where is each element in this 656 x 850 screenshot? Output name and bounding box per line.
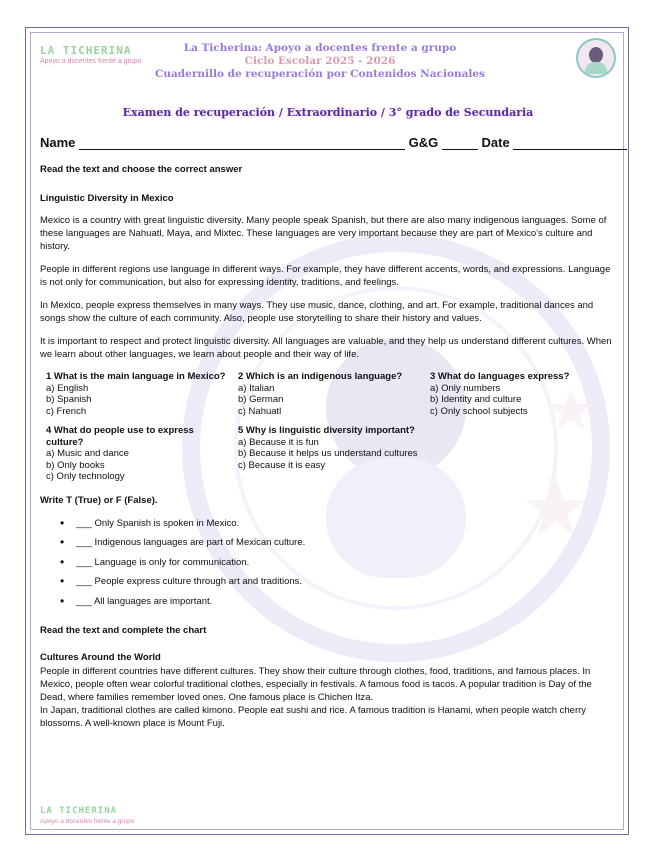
reading2-paragraph: People in different countries have different cultures. They show their culture through clothes, food, traditions, and famous places. In Mexico, people often wear colorful traditional clothes, especially in festivals. A famous food is tacos. A popular tradition is Day of the Dead, where families remember loved ones. One famous place is Chichen Itza. <box>40 666 592 703</box>
option-c[interactable]: c) Only technology <box>46 471 125 482</box>
question-4 <box>40 425 232 483</box>
option-a[interactable]: a) Because it is fun <box>238 436 319 448</box>
question-2 <box>232 371 424 417</box>
option-a[interactable]: a) Only numbers <box>430 382 501 394</box>
tf-item[interactable]: • ___ Indigenous languages are part of Mexican culture. <box>62 533 616 553</box>
header-line-2: Ciclo Escolar 2025 - 2026 <box>244 55 396 67</box>
page-header <box>40 40 616 100</box>
question-text: 5 Why is linguistic diversity important? <box>238 425 415 436</box>
questions-grid <box>40 371 616 483</box>
option-c[interactable]: c) French <box>46 405 87 417</box>
question-3 <box>424 371 616 417</box>
reading1-title: Linguistic Diversity in Mexico <box>40 193 174 204</box>
reading1-paragraph: People in different regions use language in different ways. For example, they have different accents, words, and expressions. Language is not only for communication, but also for expressing identity, traditions, and feelings. <box>40 264 611 288</box>
footer-brand-subtitle: Apoyo a docentes frente a grupo <box>40 818 135 825</box>
tf-item[interactable]: • ___ All languages are important. <box>62 592 616 612</box>
section2-instruction: Write T (True) or F (False). <box>40 494 158 506</box>
exam-title: Examen de recuperación / Extraordinario / 3° grado de Secundaria <box>122 106 534 119</box>
worksheet-page <box>25 27 629 835</box>
name-label: Name <box>40 135 76 150</box>
header-line-3: Cuadernillo de recuperación por Contenidos Nacionales <box>155 68 485 80</box>
reading2-title: Cultures Around the World <box>40 652 161 663</box>
gg-blank[interactable] <box>442 137 478 150</box>
option-b[interactable]: b) Spanish <box>46 394 92 405</box>
question-1 <box>40 371 232 417</box>
option-c[interactable]: c) Only school subjects <box>430 405 528 417</box>
option-b[interactable]: b) Only books <box>46 459 105 471</box>
section1-instruction: Read the text and choose the correct answer <box>40 164 243 175</box>
reading2-paragraph: In Japan, traditional clothes are called kimono. People eat sushi and rice. A famous tradition is Hanami, when people watch cherry blossoms. A well-known place is Mount Fuji. <box>40 705 587 729</box>
brand-logo-text: LA TICHERINA <box>40 44 132 57</box>
date-label: Date <box>481 135 510 150</box>
date-blank[interactable] <box>513 137 627 150</box>
avatar-logo-icon <box>576 38 616 78</box>
brand-subtitle: Apoyo a docentes frente a grupo <box>40 58 142 65</box>
reading1-paragraph: It is important to respect and protect linguistic diversity. All languages are valuable, and they help us understand different cultures. When we learn about other languages, we learn about people and their way of life. <box>40 336 612 360</box>
option-a[interactable]: a) Music and dance <box>46 448 129 459</box>
name-row <box>40 135 616 150</box>
question-text: 4 What do people use to express culture? <box>46 425 194 448</box>
section3-instruction: Read the text and complete the chart <box>40 625 207 636</box>
name-blank[interactable] <box>79 137 405 150</box>
footer-brand: LA TICHERINA <box>40 806 118 816</box>
option-a[interactable]: a) Italian <box>238 382 275 394</box>
true-false-list <box>40 514 616 612</box>
question-text: 2 Which is an indigenous language? <box>238 371 403 382</box>
tf-item[interactable]: • ___ People express culture through art and traditions. <box>62 572 616 592</box>
option-a[interactable]: a) English <box>46 382 89 394</box>
option-c[interactable]: c) Nahuatl <box>238 405 282 417</box>
header-center <box>150 42 490 81</box>
gg-label: G&G <box>408 135 439 150</box>
header-line-1: La Ticherina: Apoyo a docentes frente a grupo <box>183 42 457 54</box>
option-b[interactable]: b) Identity and culture <box>430 394 522 405</box>
option-b[interactable]: b) German <box>238 394 284 405</box>
question-text: 3 What do languages express? <box>430 371 570 382</box>
question-5 <box>232 425 424 483</box>
option-c[interactable]: c) Because it is easy <box>238 459 326 471</box>
option-b[interactable]: b) Because it helps us understand cultures <box>238 448 418 459</box>
reading1-paragraph: In Mexico, people express themselves in many ways. They use music, dance, clothing, and art. For example, traditional dances and songs show the culture of each community. Also, people use storytelling to share their history and values. <box>40 300 594 324</box>
reading1-paragraph: Mexico is a country with great linguistic diversity. Many people speak Spanish, but there are also many indigenous languages. Some of these languages are Nahuatl, Maya, and Mixtec. These languages are very important because they are part of Mexico's culture and history. <box>40 215 607 252</box>
tf-item[interactable]: • ___ Language is only for communication. <box>62 553 616 573</box>
question-text: 1 What is the main language in Mexico? <box>46 371 226 382</box>
tf-item[interactable]: • ___ Only Spanish is spoken in Mexico. <box>62 514 616 534</box>
